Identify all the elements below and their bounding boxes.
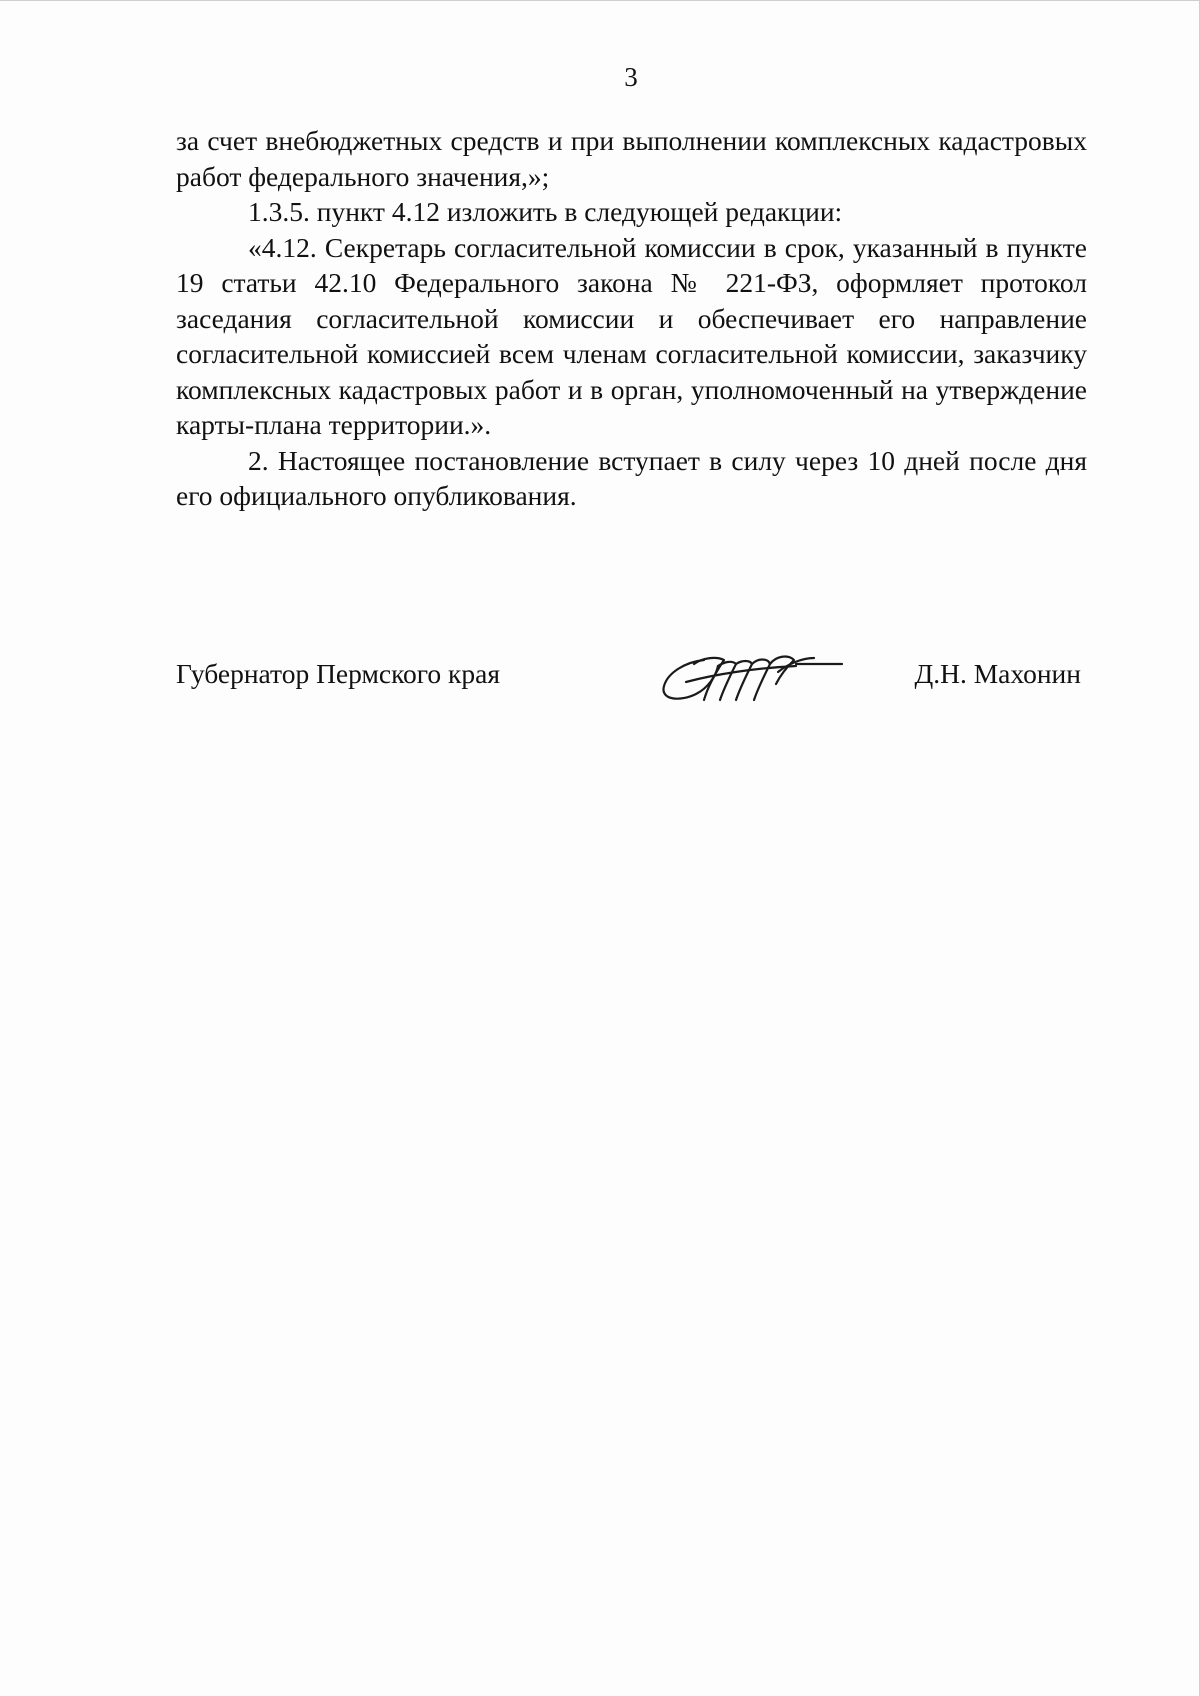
paragraph-effective-date: 2. Настоящее постановление вступает в силу через 10 дней после дня его официального опубликования. [176,444,1087,511]
page-number: 3 [624,62,638,92]
signature-block [176,654,1087,714]
handwritten-signature [646,642,846,712]
paragraph-amendment-item: 1.3.5. пункт 4.12 изложить в следующей редакции: [248,196,843,227]
signatory-name: Д.Н. Махонин [914,658,1081,689]
scan-edge-top [0,0,1200,1]
signatory-position: Губернатор Пермского края [176,658,500,689]
paragraph-quoted-clause: «4.12. Секретарь согласительной комиссии в срок, указанный в пункте 19 статьи 42.10 Федерального закона № 221-ФЗ, оформляет протокол заседания согласительной комиссии и обеспечивает его направление согласительной комиссией всем членам согласительной комиссии, заказчику комплексных кадастровых работ и в орган, уполномоченный на утверждение карты-плана территории.». [176,231,1087,440]
document-body [176,123,1087,514]
paragraph-continuation: за счет внебюджетных средств и при выполнении комплексных кадастровых работ федерального значения,»; [176,125,1087,192]
